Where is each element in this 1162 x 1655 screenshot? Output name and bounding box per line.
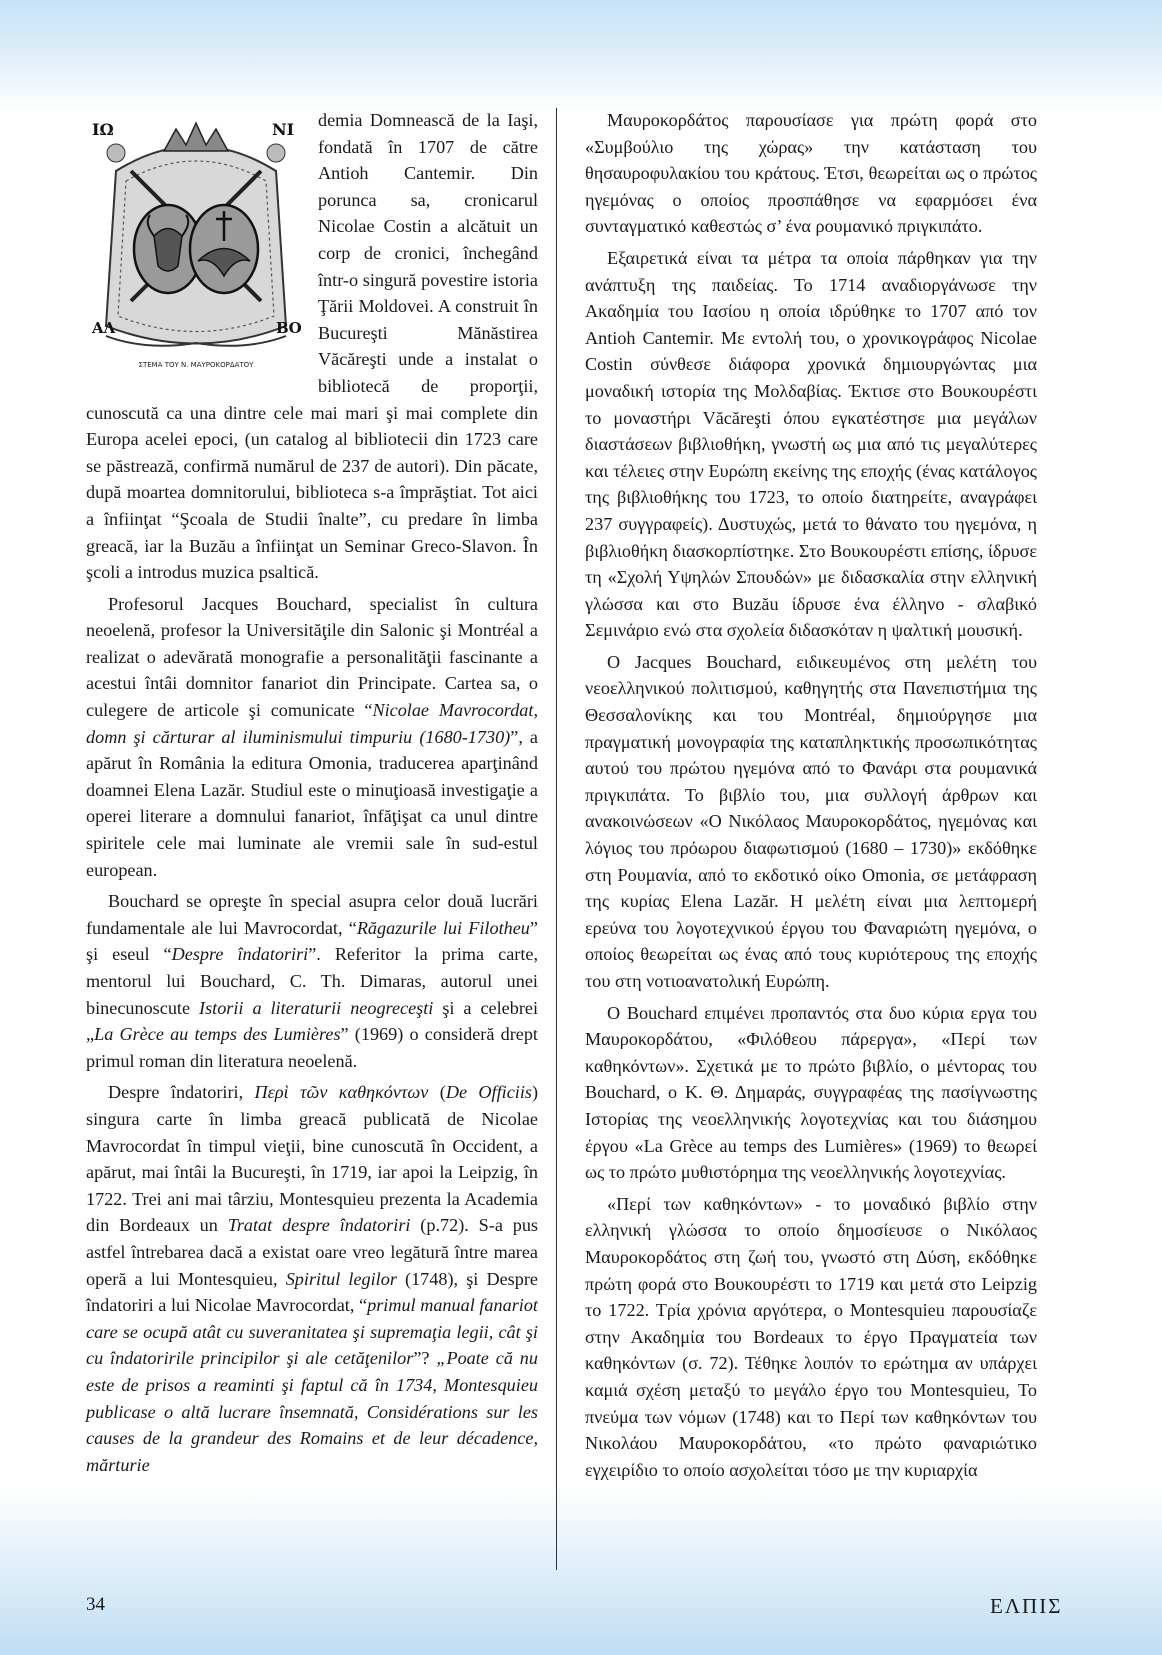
seal-letter-bottom-right: ΒΟ <box>276 319 302 337</box>
seal-letter-bottom-left: ΑΛ <box>92 319 116 337</box>
bottom-gradient-band <box>0 1485 1162 1655</box>
left-paragraph-3: Bouchard se opreşte în special asupra celor două lucrări fundamentale ale lui Mavrocordat, “Răgazurile lui Filotheu” şi eseul “Despre îndatoriri”. Referitor la prima carte, mentorul lui Bouchard, C. Th. Dimaras, autorul unei binecunoscute Istorii a literaturii neogreceşti şi a celebrei „La Grèce au temps des Lumières” (1969) o consideră drept primul roman din literatura neoelenă. <box>86 891 539 1071</box>
left-paragraph-2: Profesorul Jacques Bouchard, specialist în cultura neoelenă, profesor la Universităţile din Salonic şi Montréal a realizat o adevărată monografie a personalităţii fascinante a acestui întâi domnitor fanariot din Principate. Cartea sa, o culegere de articole şi comunicate “Nicolae Mavrocordat, domn şi cărturar al iluminismului timpuriu (1680-1730)”, a apărut în România la editura Omonia, traducerea aparţinând doamnei Elena Lazăr. Studiul este o minuţioasă investigaţie a operei literare a domnului fanariot, înfăţişat ca unul dintre spiritele cele mai luminate ale vremii sale în sud-estul european. <box>86 593 538 880</box>
seal-caption: ΣΤΕΜΑ ΤΟΥ Ν. ΜΑΥΡΟΚΟΡΔΑΤΟΥ <box>138 361 254 369</box>
top-gradient-band <box>0 0 1162 110</box>
greek-column <box>585 107 1037 1483</box>
right-paragraph-2: Εξαιρετικά είναι τα μέτρα τα οποία πάρθηκαν για την ανάπτυξη της παιδείας. Το 1714 αναδιοργάνωσε την Ακαδημία του Ιασίου η οποία ιδρύθηκε το 1707 από τον Antioh Cantemir. Με εντολή του, ο χρονικογράφος Nicolae Costin σύνθεσε διάφορα χρονικά δημιουργώντας μια μοναδική ιστορία της Μολδαβίας. Έκτισε στο Βουκουρέστι το μοναστήρι Văcăreşti όπου εγκατέστησε μια μεγάλων διαστάσεων βιβλιοθήκη, γνωστή ως μια από τις μεγαλύτερες και τέλειες στην Ευρώπη εκείνης της εποχής (ένας κατάλογος της βιβλιοθήκης του 1723, το οποίο διατηρείτε, αναγράφει 237 συγγραφείς). Δυστυχώς, μετά το θάνατο του ηγεμόνα, η βιβλιοθήκη διασκορπίστηκε. Στο Βουκουρέστι επίσης, ίδρυσε τη «Σχολή Υψηλών Σπουδών» με διδασκαλία στην ελληνική γλώσσα και στο Buzău ίδρυσε ένα έλληνο - σλαβικό Σεμινάριο ενώ στα σχολεία διδασκόταν η ψαλτική μουσική. <box>585 247 1037 641</box>
left-paragraph-1: demia Domnească de la Iaşi, fondată în 1707 de către Antioh Cantemir. Din porunca sa, cronicarul Nicolae Costin a alcătuit un corp de cronici, închegând într-o singură povestire istoria Ţării Moldovei. A construit în Bucureşti Mănăstirea Văcăreşti unde a instalat o bibliotecă de proporţii, cunoscută ca una dintre cele mai mari şi mai complete din Europa acelei epoci, (un catalog al bibliotecii din 1723 care se păstrează, confirmă numărul de 237 de autori). Din păcate, după moartea domnitorului, biblioteca s-a împrăştiat. Tot aici a înfiinţat “Şcoala de Studii înalte”, cu predare în limba greacă, iar la Buzău a înfiinţat un Seminar Greco-Slavon. În şcoli a introdus muzica psaltică. <box>86 110 538 583</box>
left-paragraph-4: Despre îndatoriri, Περὶ τῶν καθηκόντων (De Officiis) singura carte în limba greacă publicată de Nicolae Mavrocordat în timpul vieţii, bine cunoscută în Occident, a apărut, mai întâi la Bucureşti, în 1719, iar apoi la Leipzig, în 1722. Trei ani mai târziu, Montesquieu prezenta la Academia din Bordeaux un Tratat despre îndatoriri (p.72). S-a pus astfel întrebarea dacă a existat oare vreo legătură între marea operă a lui Montesquieu, Spiritul legilor (1748), şi Despre îndatoriri a lui Nicolae Mavrocordat, “primul manual fanariot care se ocupă atât cu suveranitatea şi supremaţia legii, cât şi cu îndatoririle principilor şi ale cetăţenilor”? „Poate că nu este de prisos a reaminti şi faptul că în 1734, Montesquieu publicase o altă lucrare însemnată, Considérations sur les causes de la grandeur des Romains et de leur décadence, mărturie <box>86 1082 539 1475</box>
mavrocordat-seal-image <box>86 111 306 373</box>
right-paragraph-5: «Περί των καθηκόντων» - το μοναδικό βιβλίο στην ελληνική γλώσσα το οποίο δημοσίευσε ο Νικόλαος Μαυροκορδάτος στη ζωή του, γνωστό στη Δύση, εκδόθηκε πρώτη φορά στο Βουκουρέστι το 1719 και μετά στο Leipzig το 1722. Τρία χρόνια αργότερα, ο Montesquieu παρουσίαζε στην Ακαδημία του Bordeaux το έργο Πραγματεία των καθηκόντων (σ. 72). Τέθηκε λοιπόν το ερώτημα αν υπάρχει καμιά σχέση μεταξύ το μεγάλο έργο του Montesquieu, Το πνεύμα των νόμων (1748) και το Περί των καθηκόντων του Νικολάου Μαυροκορδάτου, «το πρώτο φαναριώτικο εγχειρίδιο το οποίο ασχολείται τόσο με την κυριαρχία <box>585 1193 1037 1480</box>
seal-letter-top-left: ΙΩ <box>92 120 114 139</box>
romanian-column <box>86 107 538 1478</box>
column-divider <box>556 108 557 1570</box>
magazine-title: ΕΛΠΙΣ <box>990 1594 1063 1618</box>
page-number: 34 <box>86 1594 105 1615</box>
seal-letter-top-right: ΝΙ <box>272 120 295 139</box>
right-paragraph-4: Ο Bouchard επιμένει προπαντός στα δυο κύρια εργα του Μαυροκορδάτου, «Φιλόθεου πάρεργα», «Περί των καθηκόντων». Σχετικά με το πρώτο βιβλίο, ο μέντορας του Bouchard, ο Κ. Θ. Δημαράς, συγγραφέας της πασίγνωστης Ιστορίας της νεοελληνικής λογοτεχνίας και του διάσημου έργου «La Grèce au temps des Lumières» (1969) το θεωρεί ως το πρώτο μυθιστόρημα της νεοελληνικής λογοτεχνίας. <box>585 1002 1037 1183</box>
right-paragraph-3: Ο Jacques Bouchard, ειδικευμένος στη μελέτη του νεοελληνικού πολιτισμού, καθηγητής στα Πανεπιστήμια της Θεσσαλονίκης και του Montréal, δημιούργησε μια πραγματική μονογραφία της καταπληκτικής προσωπικότητας αυτού του πρώτου ηγεμόνα από το Φανάρι στα ρουμανικά πριγκιπάτα. Το βιβλίο του, μια συλλογή άρθρων και ανακοινώσεων «Ο Νικόλαος Μαυροκορδάτος, ηγεμόνας και λόγιος του πρόωρου διαφωτισμού (1680 – 1730)» εκδόθηκε στη Ρουμανία, από το εκδοτικό οίκο Omonia, σε μετάφραση της κυρίας Elena Lazăr. Η μελέτη είναι μια λεπτομερή ερεύνα του λογοτεχνικού έργου του Φαναριώτη ηγεμόνα, ο οποίος θεωρείται ως ένας από τους κυριότερους της εποχής του στη νοτιοανατολική Ευρώπη. <box>585 651 1037 991</box>
right-paragraph-1: Μαυροκορδάτος παρουσίασε για πρώτη φορά στο «Συμβούλιο της χώρας» την κατάσταση του θησαυροφυλακίου του κράτους. Έτσι, θεωρείται ως ο πρώτος ηγεμόνας ο οποίος προσπάθησε να εφαρμόσει ένα συνταγματικό καθεστώς σ’ ένα ρουμανικό πριγκιπάτο. <box>585 110 1037 237</box>
